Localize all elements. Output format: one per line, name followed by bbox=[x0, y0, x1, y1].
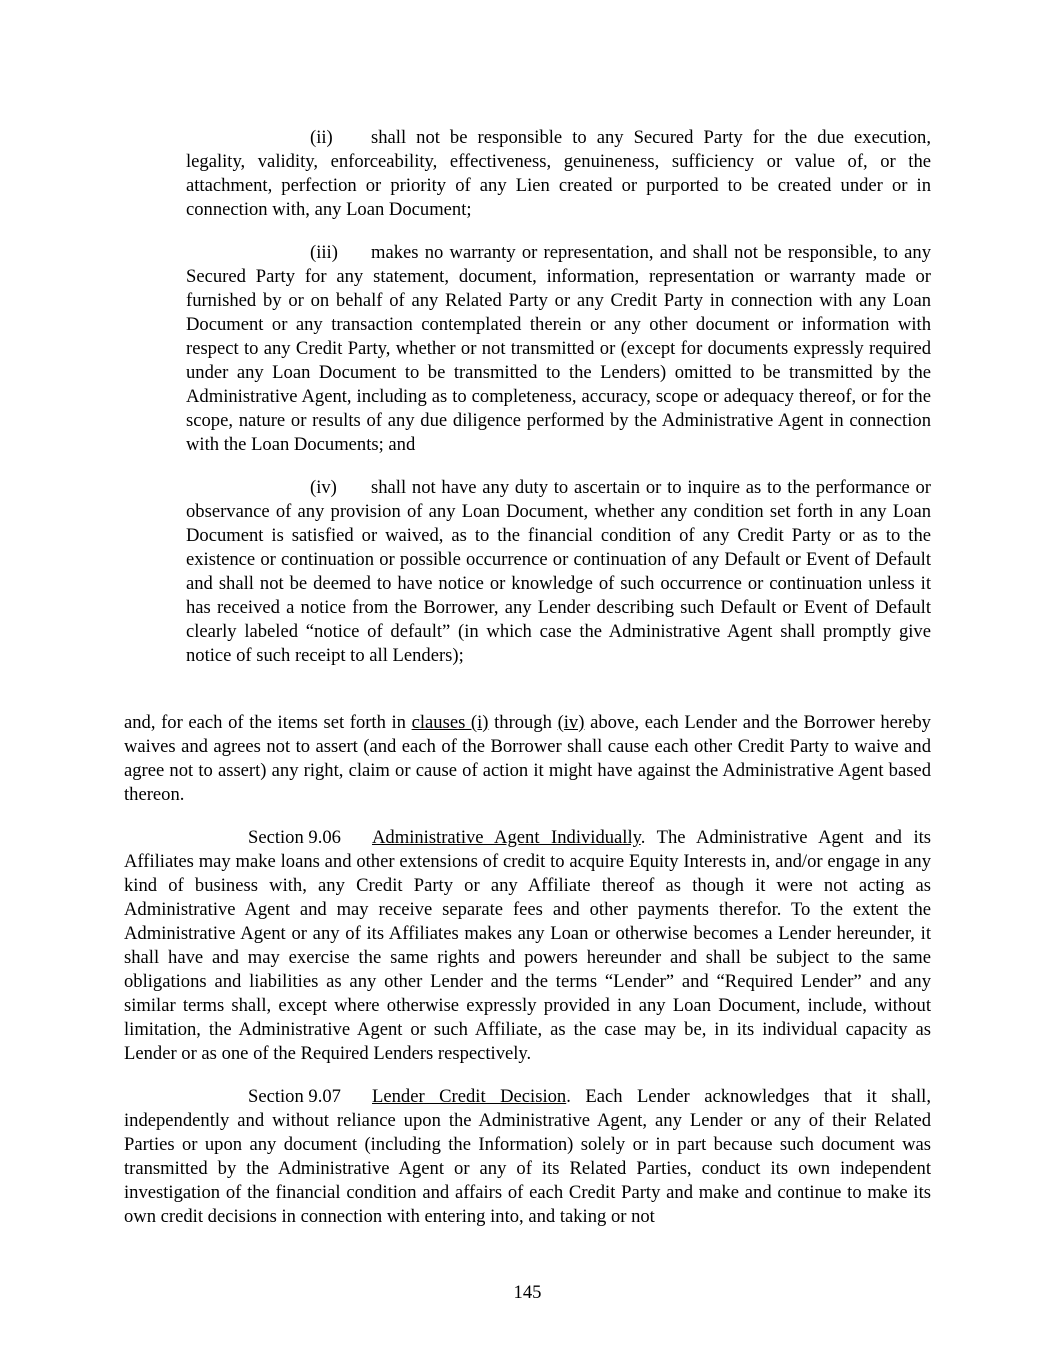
clause-iii-text: makes no warranty or representation, and shall not be responsible, to any Secured Party for any statement, document, information, representation or warranty made or furnished by or on behalf of any Related Party or any Credit Party in connection with any Loan Document or any transaction contemplated therein or any other document or information with respect to any Credit Party, whether or not transmitted or (except for documents expressly required under any Loan Document to be transmitted to the Lenders) omitted to be transmitted by the Administrative Agent, including as to completeness, accuracy, scope or adequacy thereof, or for the scope, nature or results of any due diligence performed by the Administrative Agent in connection with the Loan Documents; and bbox=[186, 242, 931, 455]
section-9-06-indent bbox=[124, 826, 372, 850]
waiver-text-2: through bbox=[488, 712, 558, 733]
section-9-07-indent bbox=[124, 1085, 372, 1109]
waiver-text-3: above, each Lender and the Borrower hereby waives and agrees not to assert (and each of the Borrower shall cause each other Credit Party to waive and agree not to assert) any right, claim or cause of action it might have against the Administrative Agent based thereon. bbox=[124, 712, 931, 805]
clause-iii-number: (iii) bbox=[310, 242, 338, 263]
clause-iv-text: shall not have any duty to ascertain or to inquire as to the performance or observance of any provision of any Loan Document, whether any condition set forth in any Loan Document is satisfied or waived, as to the financial condition of any Credit Party or as to the existence or continuation or possible occurrence or continuation of any Default or Event of Default and shall not be deemed to have notice or knowledge of such occurrence or continuation unless it has received a notice from the Borrower, any Lender describing such Default or Event of Default clearly labeled “notice of default” (in which case the Administrative Agent shall promptly give notice of such receipt to all Lenders); bbox=[186, 477, 931, 666]
section-9-06-heading: Administrative Agent Individually bbox=[372, 827, 641, 848]
clause-iv-reference: (iv) bbox=[557, 712, 585, 733]
page-number: 145 bbox=[513, 1282, 542, 1303]
section-9-06-number: Section 9.06 bbox=[248, 827, 341, 848]
section-9-07-text: . Each Lender acknowledges that it shall, independently and without reliance upon the Administrative Agent, any Lender or any of their Related Parties or upon any document (including the Information) solely or in part because such document was transmitted by the Administrative Agent or any of its Related Parties, conduct its own independent investigation of the financial condition and affairs of each Credit Party and make and continue to make its own credit decisions in connection with entering into, and taking or not bbox=[124, 1086, 931, 1227]
clause-iii-paragraph bbox=[186, 241, 931, 457]
section-9-06-text: . The Administrative Agent and its Affiliates may make loans and other extensions of credit to acquire Equity Interests in, and/or engage in any kind of business with, any Credit Party or any Affiliate thereof as though it were not acting as Administrative Agent and may receive separate fees and other payments therefor. To the extent the Administrative Agent or any of its Affiliates makes any Loan or otherwise becomes a Lender hereunder, it shall have and may exercise the same rights and powers hereunder and shall be subject to the same obligations and liabilities as any other Lender and the terms “Lender” and “Required Lender” and any similar terms shall, except where otherwise expressly provided in any Loan Document, include, without limitation, the Administrative Agent or such Affiliate, as the case may be, in its individual capacity as Lender or as one of the Required Lenders respectively. bbox=[124, 827, 932, 1064]
section-9-07-paragraph bbox=[124, 1085, 931, 1229]
section-9-06-paragraph bbox=[124, 826, 931, 1066]
clause-i-reference: clauses (i) bbox=[411, 712, 489, 733]
clause-ii-text: shall not be responsible to any Secured Party for the due execution, legality, validity, enforceability, effectiveness, genuineness, sufficiency or value of, or the attachment, perfection or priority of any Lien created or purported to be created under or in connection with, any Loan Document; bbox=[186, 127, 931, 220]
section-9-07-number: Section 9.07 bbox=[248, 1086, 341, 1107]
clause-iv-paragraph bbox=[186, 476, 931, 668]
clause-ii-paragraph bbox=[186, 126, 931, 222]
section-9-07-heading: Lender Credit Decision bbox=[372, 1086, 567, 1107]
waiver-paragraph bbox=[124, 711, 931, 807]
clause-iv-number: (iv) bbox=[310, 477, 337, 498]
clause-ii-number: (ii) bbox=[310, 127, 333, 148]
waiver-text-1: and, for each of the items set forth in bbox=[124, 712, 412, 733]
